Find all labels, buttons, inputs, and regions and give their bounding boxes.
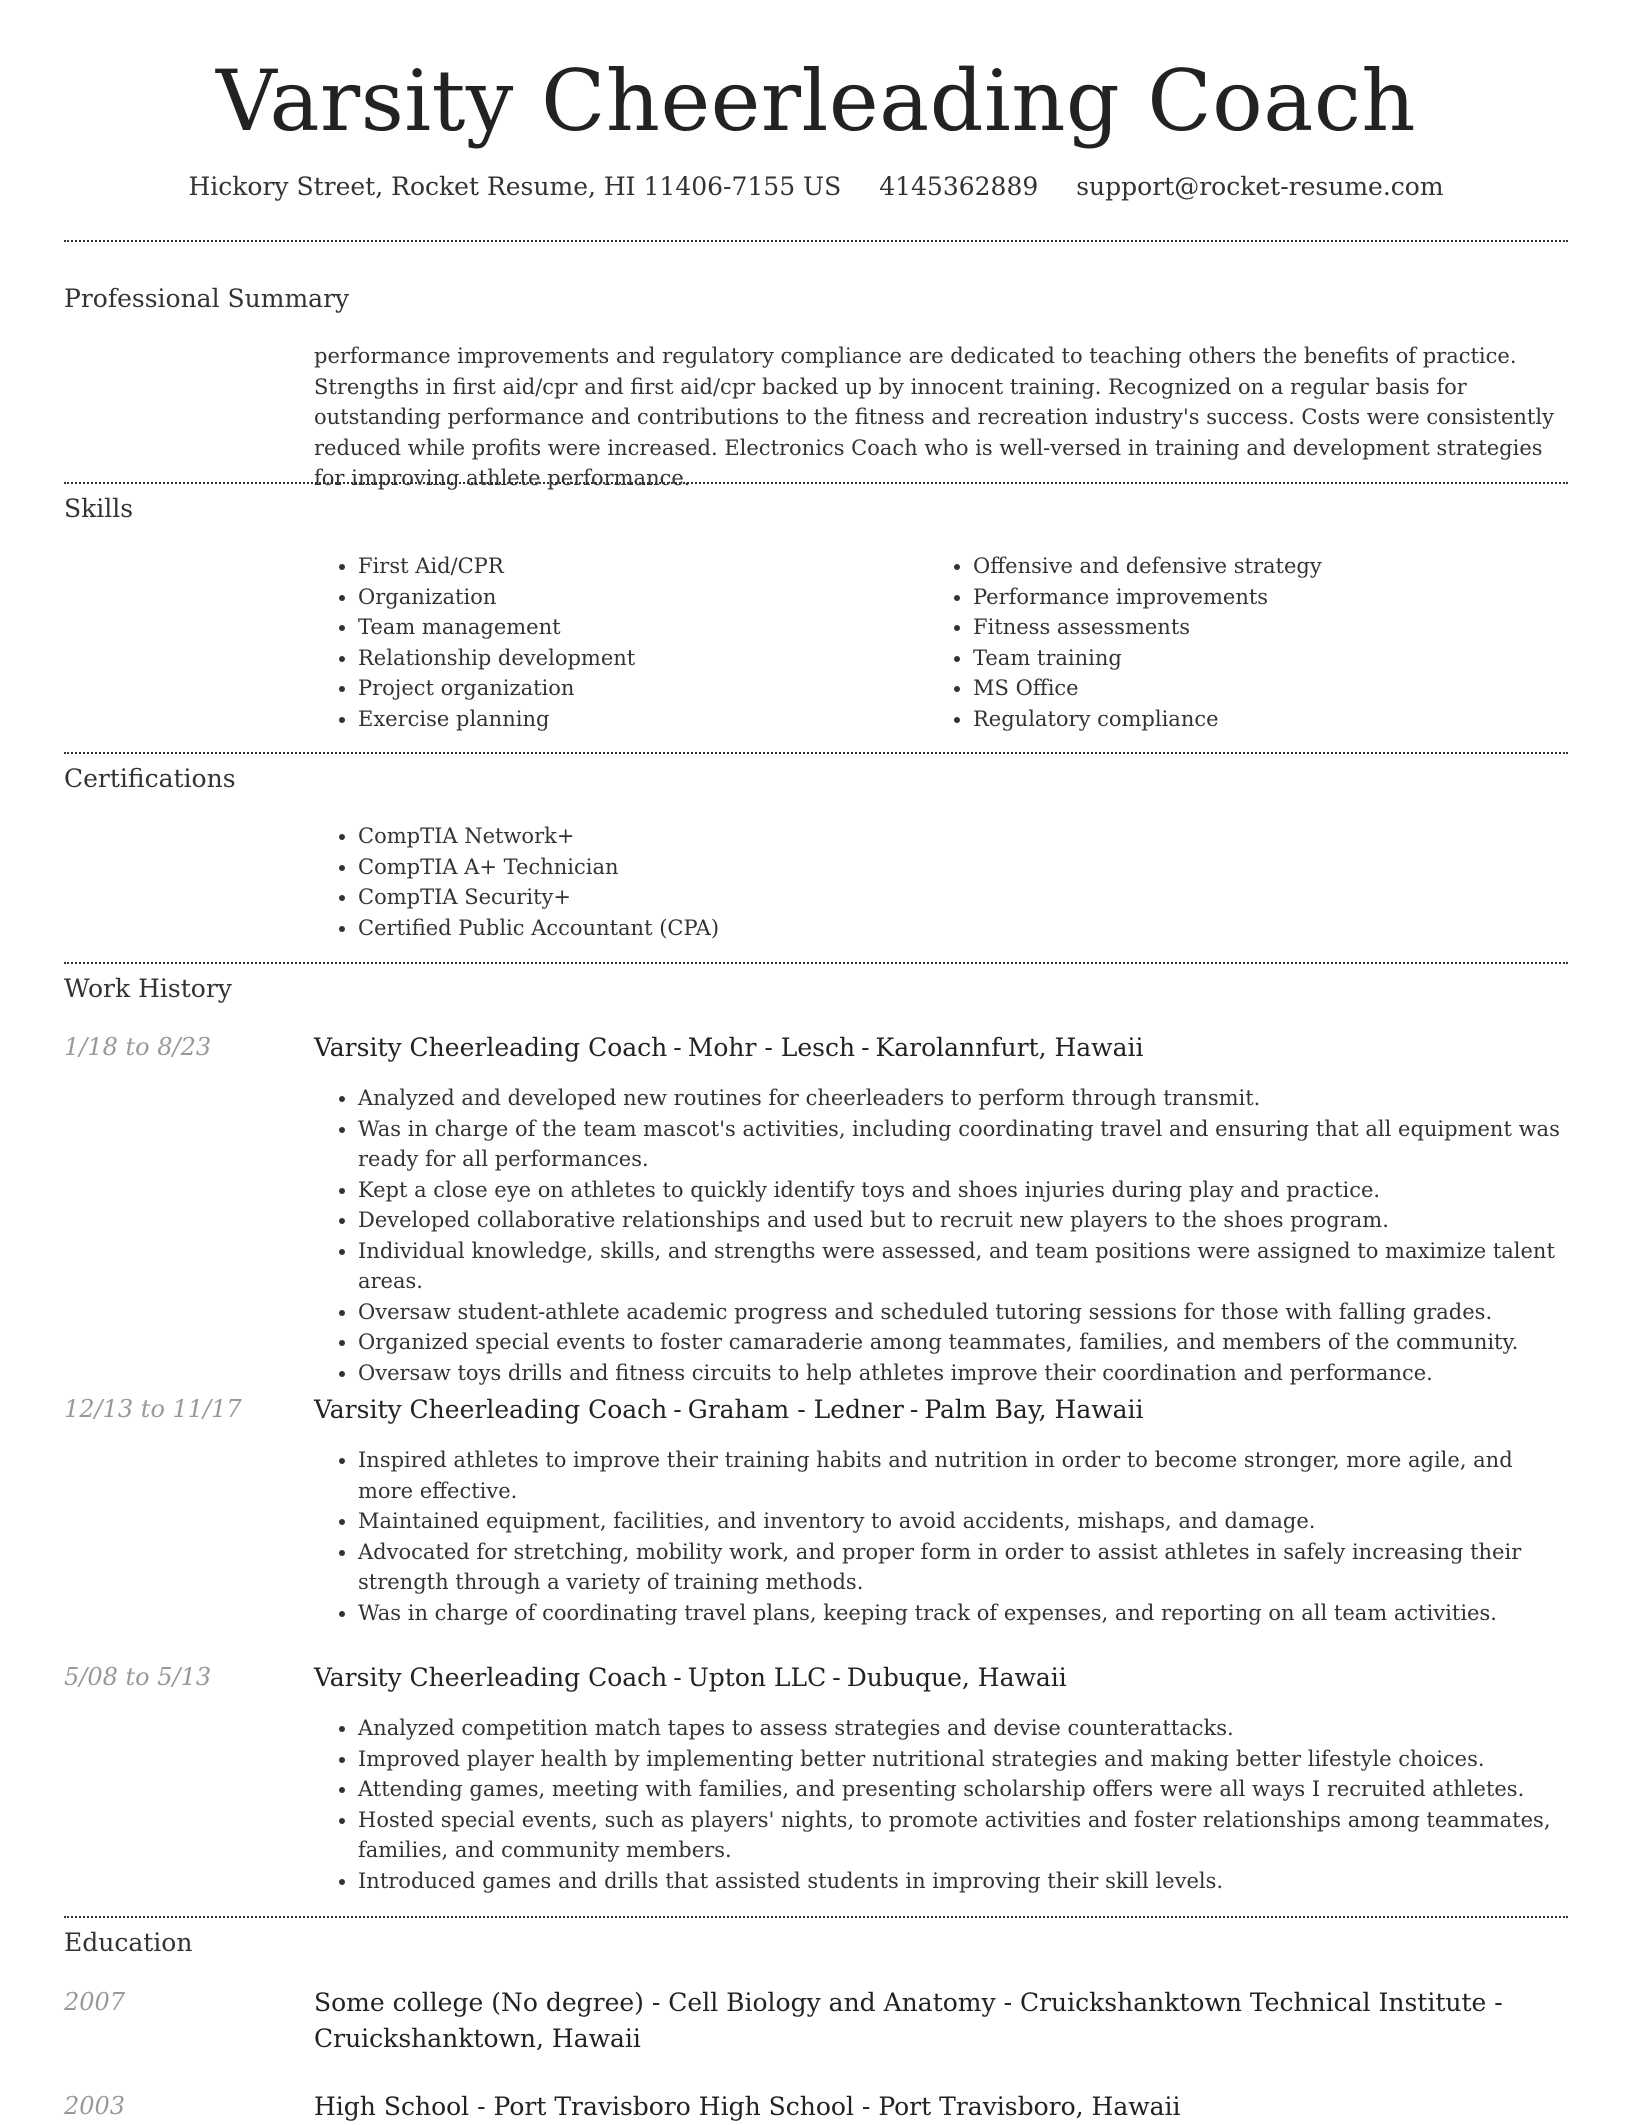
job-title: Varsity Cheerleading Coach - Mohr - Lesch - Karolannfurt, Hawaii: [314, 1033, 1144, 1062]
job-bullet: • Oversaw student-athlete academic progress and scheduled tutoring sessions for those with falling grades.: [358, 1297, 1568, 1328]
contact-phone: 4145362889: [879, 172, 1039, 201]
job-location: Dubuque, Hawaii: [846, 1663, 1067, 1692]
job-bullet: • Was in charge of the team mascot's activities, including coordinating travel and ensuring that all equipment was ready for all performances.: [358, 1114, 1568, 1175]
job-bullet: • Was in charge of coordinating travel plans, keeping track of expenses, and reporting on all team activities.: [358, 1598, 1568, 1629]
job-company: Mohr - Lesch: [687, 1033, 856, 1062]
job-bullets: [314, 1083, 1568, 1388]
job-bullets: [314, 1445, 1568, 1628]
divider: [64, 1916, 1568, 1918]
job-role: Varsity Cheerleading Coach: [314, 1663, 668, 1692]
certification-item: • CompTIA Network+: [358, 821, 1458, 852]
skill-item: • Performance improvements: [973, 582, 1533, 613]
skill-item: • Organization: [358, 582, 918, 613]
education-heading: Education: [64, 1928, 193, 1957]
skill-item: • Exercise planning: [358, 704, 918, 735]
job-bullet: • Attending games, meeting with families, and presenting scholarship offers were all ways I recruited athletes.: [358, 1774, 1568, 1805]
contact-address: Hickory Street, Rocket Resume, HI 11406-7155 US: [188, 172, 842, 201]
contact-line: [0, 172, 1632, 201]
certifications-heading: Certifications: [64, 764, 236, 793]
education-year: 2003: [64, 2092, 126, 2120]
job-bullet: • Introduced games and drills that assisted students in improving their skill levels.: [358, 1866, 1568, 1897]
job-title: Varsity Cheerleading Coach - Graham - Ledner - Palm Bay, Hawaii: [314, 1395, 1144, 1424]
resume-name: Varsity Cheerleading Coach: [216, 52, 1416, 150]
job-bullet: • Developed collaborative relationships and used but to recruit new players to the shoes program.: [358, 1205, 1568, 1236]
skill-item: • Team training: [973, 643, 1533, 674]
education-year: 2007: [64, 1988, 126, 2016]
divider: [64, 482, 1568, 484]
skill-item: • Fitness assessments: [973, 612, 1533, 643]
divider: [64, 962, 1568, 964]
job-bullet: • Kept a close eye on athletes to quickly identify toys and shoes injuries during play and practice.: [358, 1175, 1568, 1206]
education-entry: High School - Port Travisboro High School - Port Travisboro, Hawaii: [314, 2092, 1181, 2121]
skill-item: • MS Office: [973, 673, 1533, 704]
job-bullet: • Improved player health by implementing better nutritional strategies and making better lifestyle choices.: [358, 1744, 1568, 1775]
certification-item: • CompTIA A+ Technician: [358, 852, 1458, 883]
certification-item: • Certified Public Accountant (CPA): [358, 913, 1458, 944]
skill-item: • Relationship development: [358, 643, 918, 674]
job-bullets: [314, 1713, 1568, 1896]
job-bullet: • Maintained equipment, facilities, and inventory to avoid accidents, mishaps, and damage.: [358, 1506, 1568, 1537]
job-role: Varsity Cheerleading Coach: [314, 1033, 668, 1062]
job-bullet: • Analyzed competition match tapes to assess strategies and devise counterattacks.: [358, 1713, 1568, 1744]
skill-item: • First Aid/CPR: [358, 551, 918, 582]
job-location: Palm Bay, Hawaii: [924, 1395, 1144, 1424]
skill-item: • Offensive and defensive strategy: [973, 551, 1533, 582]
job-dates: 1/18 to 8/23: [64, 1033, 212, 1061]
skills-heading: Skills: [64, 494, 134, 523]
summary-text: performance improvements and regulatory compliance are dedicated to teaching others the benefits of practice. Strengths in first aid/cpr and first aid/cpr backed up by innocent training. Recognized on a regular basis for outstanding performance and contributions to the fitness and recreation industry's success. Costs were consistently reduced while profits were increased. Electronics Coach who is well-versed in training and development strategies for improving athlete performance.: [314, 344, 1554, 490]
skill-item: • Team management: [358, 612, 918, 643]
skills-list-right: [929, 551, 1533, 734]
job-company: Graham - Ledner: [687, 1395, 904, 1424]
summary-heading: Professional Summary: [64, 284, 350, 313]
job-dates: 12/13 to 11/17: [64, 1395, 242, 1423]
contact-email: support@rocket-resume.com: [1076, 172, 1444, 201]
divider: [64, 240, 1568, 242]
job-role: Varsity Cheerleading Coach: [314, 1395, 668, 1424]
job-bullet: • Individual knowledge, skills, and strengths were assessed, and team positions were assigned to maximize talent areas.: [358, 1236, 1568, 1297]
job-bullet: • Advocated for stretching, mobility work, and proper form in order to assist athletes in safely increasing their strength through a variety of training methods.: [358, 1537, 1568, 1598]
skill-item: • Regulatory compliance: [973, 704, 1533, 735]
job-bullet: • Analyzed and developed new routines for cheerleaders to perform through transmit.: [358, 1083, 1568, 1114]
job-location: Karolannfurt, Hawaii: [875, 1033, 1144, 1062]
education-entry: Some college (No degree) - Cell Biology and Anatomy - Cruickshanktown Technical Institute - Cruickshanktown, Hawaii: [314, 1988, 1503, 2053]
job-title: Varsity Cheerleading Coach - Upton LLC - Dubuque, Hawaii: [314, 1663, 1067, 1692]
job-bullet: • Oversaw toys drills and fitness circuits to help athletes improve their coordination and performance.: [358, 1358, 1568, 1389]
job-bullet: • Inspired athletes to improve their training habits and nutrition in order to become stronger, more agile, and more effective.: [358, 1445, 1568, 1506]
job-bullet: • Hosted special events, such as players' nights, to promote activities and foster relationships among teammates, families, and community members.: [358, 1805, 1568, 1866]
job-company: Upton LLC: [687, 1663, 827, 1692]
certification-item: • CompTIA Security+: [358, 882, 1458, 913]
work-history-heading: Work History: [64, 974, 232, 1003]
divider: [64, 752, 1568, 754]
certifications-list: [314, 821, 1458, 943]
job-dates: 5/08 to 5/13: [64, 1663, 212, 1691]
skills-list-left: [314, 551, 918, 734]
job-bullet: • Organized special events to foster camaraderie among teammates, families, and members of the community.: [358, 1327, 1568, 1358]
skill-item: • Project organization: [358, 673, 918, 704]
